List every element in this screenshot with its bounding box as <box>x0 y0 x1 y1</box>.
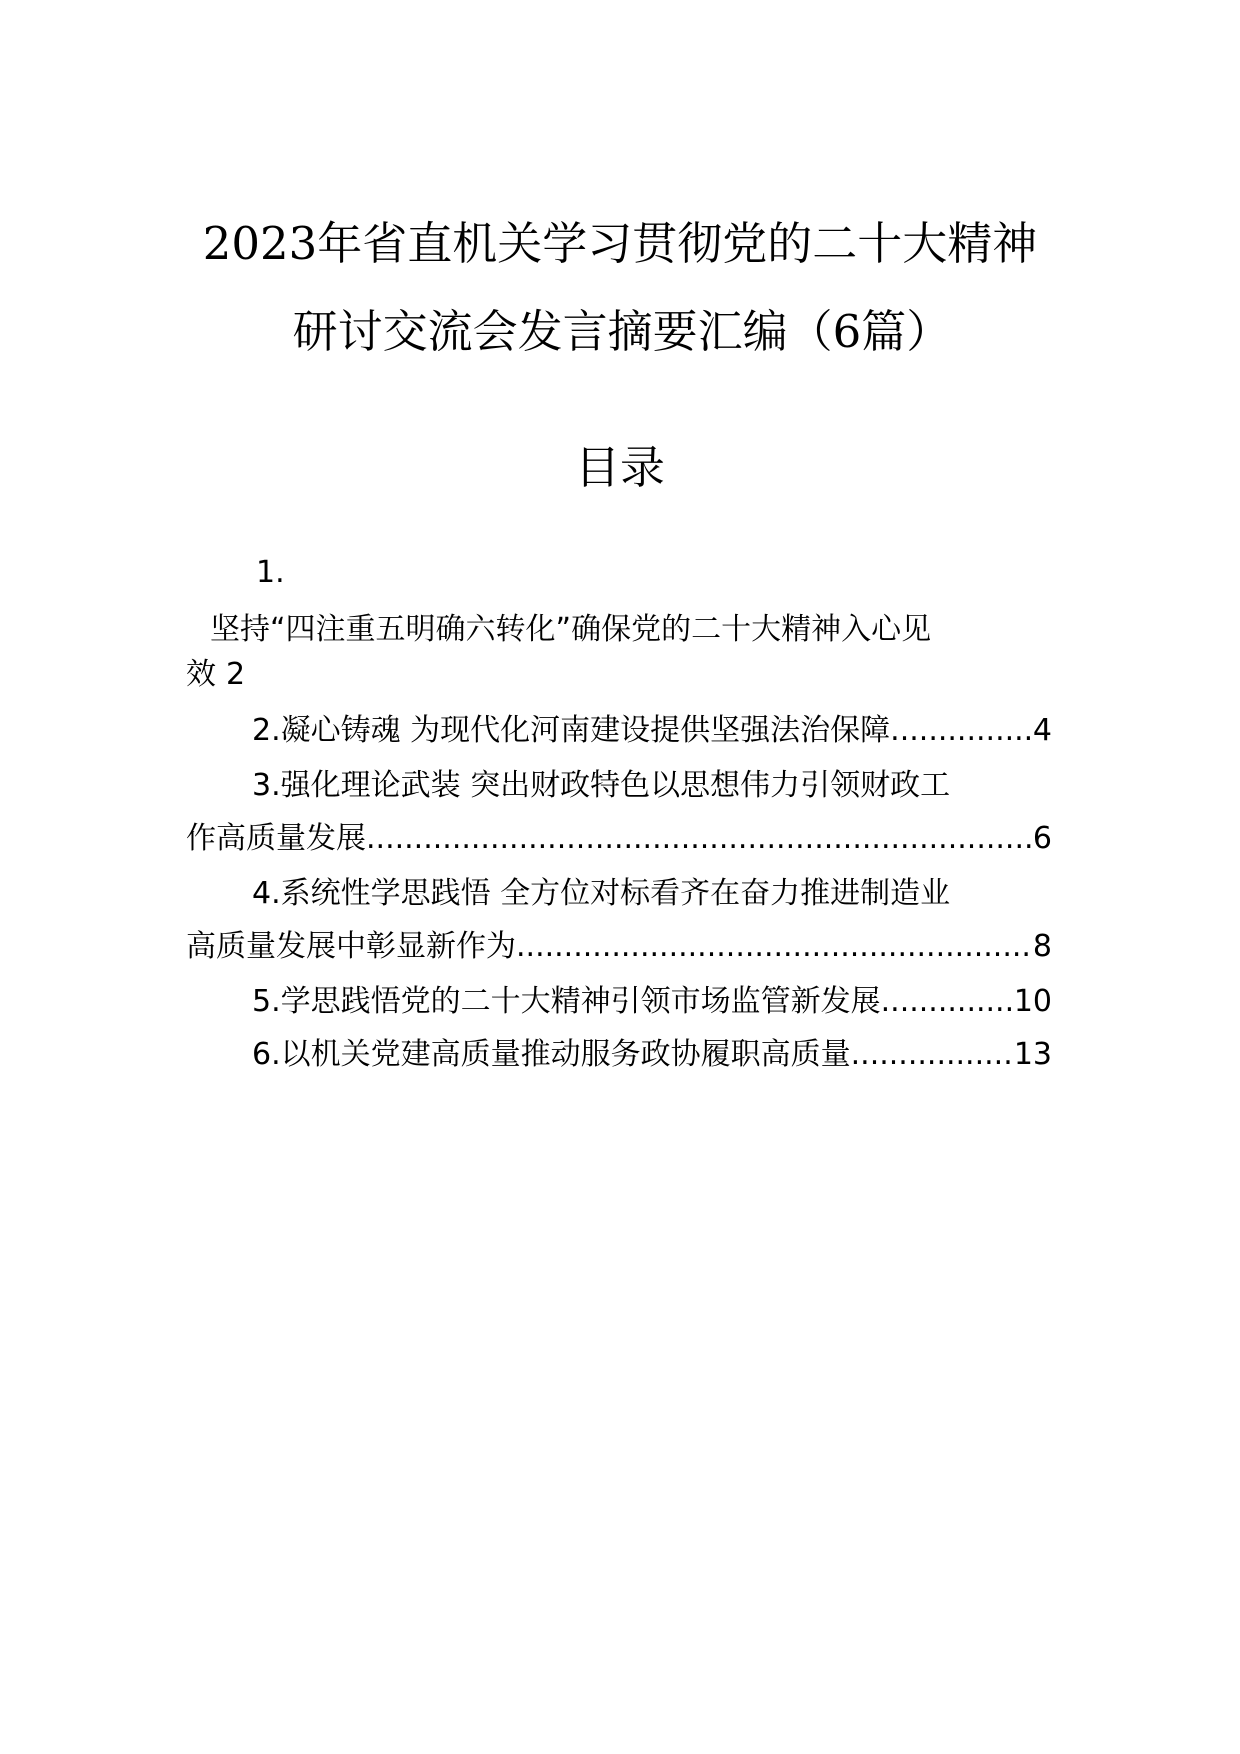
toc-item-4-line-2[interactable] <box>186 929 1052 966</box>
toc-item-5-page: 10 <box>1013 984 1052 1019</box>
toc-item-6-leader <box>851 1040 1014 1070</box>
toc-item-4-leader <box>516 932 1033 962</box>
toc-item-4-line-1[interactable] <box>186 876 1052 913</box>
title-line-1: 2023年省直机关学习贯彻党的二十大精神 <box>202 217 1038 270</box>
toc-heading: 目录 <box>574 441 665 494</box>
toc-item-3-line-2[interactable] <box>186 821 1052 858</box>
toc-item-3-title-line-2: 作高质量发展 <box>186 821 366 856</box>
toc-item-1-number-line[interactable] <box>186 555 1052 592</box>
toc-item-1-line-2[interactable] <box>186 657 1052 694</box>
toc-item-2[interactable] <box>186 713 1052 750</box>
toc-item-3-page: 6 <box>1032 821 1052 856</box>
toc-item-3-title-line-1: 3.强化理论武装 突出财政特色以思想伟力引领财政工 <box>252 768 951 803</box>
toc-item-1-title-line-1: 坚持“四注重五明确六转化”确保党的二十大精神入心见 <box>210 612 932 647</box>
toc-item-2-leader <box>890 716 1033 746</box>
toc-item-1-title-line-2: 效 <box>186 657 216 692</box>
toc-item-6-title: 6.以机关党建高质量推动服务政协履职高质量 <box>252 1037 851 1072</box>
title-line-2: 研讨交流会发言摘要汇编（6篇） <box>292 305 952 358</box>
toc-item-5-title: 5.学思践悟党的二十大精神引领市场监管新发展 <box>252 984 881 1019</box>
toc-item-1-page: 2 <box>226 657 246 692</box>
toc-item-6-page: 13 <box>1013 1037 1052 1072</box>
toc-item-3-line-1[interactable] <box>186 768 1052 805</box>
toc-item-4-title-line-2: 高质量发展中彰显新作为 <box>186 929 516 964</box>
toc-item-4-title-line-1: 4.系统性学思践悟 全方位对标看齐在奋力推进制造业 <box>252 876 951 911</box>
toc-item-1-number: 1. <box>256 555 285 590</box>
toc-item-4-page: 8 <box>1032 929 1052 964</box>
toc-item-2-title: 2.凝心铸魂 为现代化河南建设提供坚强法治保障 <box>252 713 891 748</box>
toc-item-1-line-1[interactable] <box>210 612 1052 649</box>
toc-item-2-page: 4 <box>1032 713 1052 748</box>
toc-item-5[interactable] <box>186 984 1052 1021</box>
toc-item-5-leader <box>881 987 1014 1017</box>
toc-item-3-leader <box>366 824 1033 854</box>
toc-item-6[interactable] <box>186 1037 1052 1074</box>
